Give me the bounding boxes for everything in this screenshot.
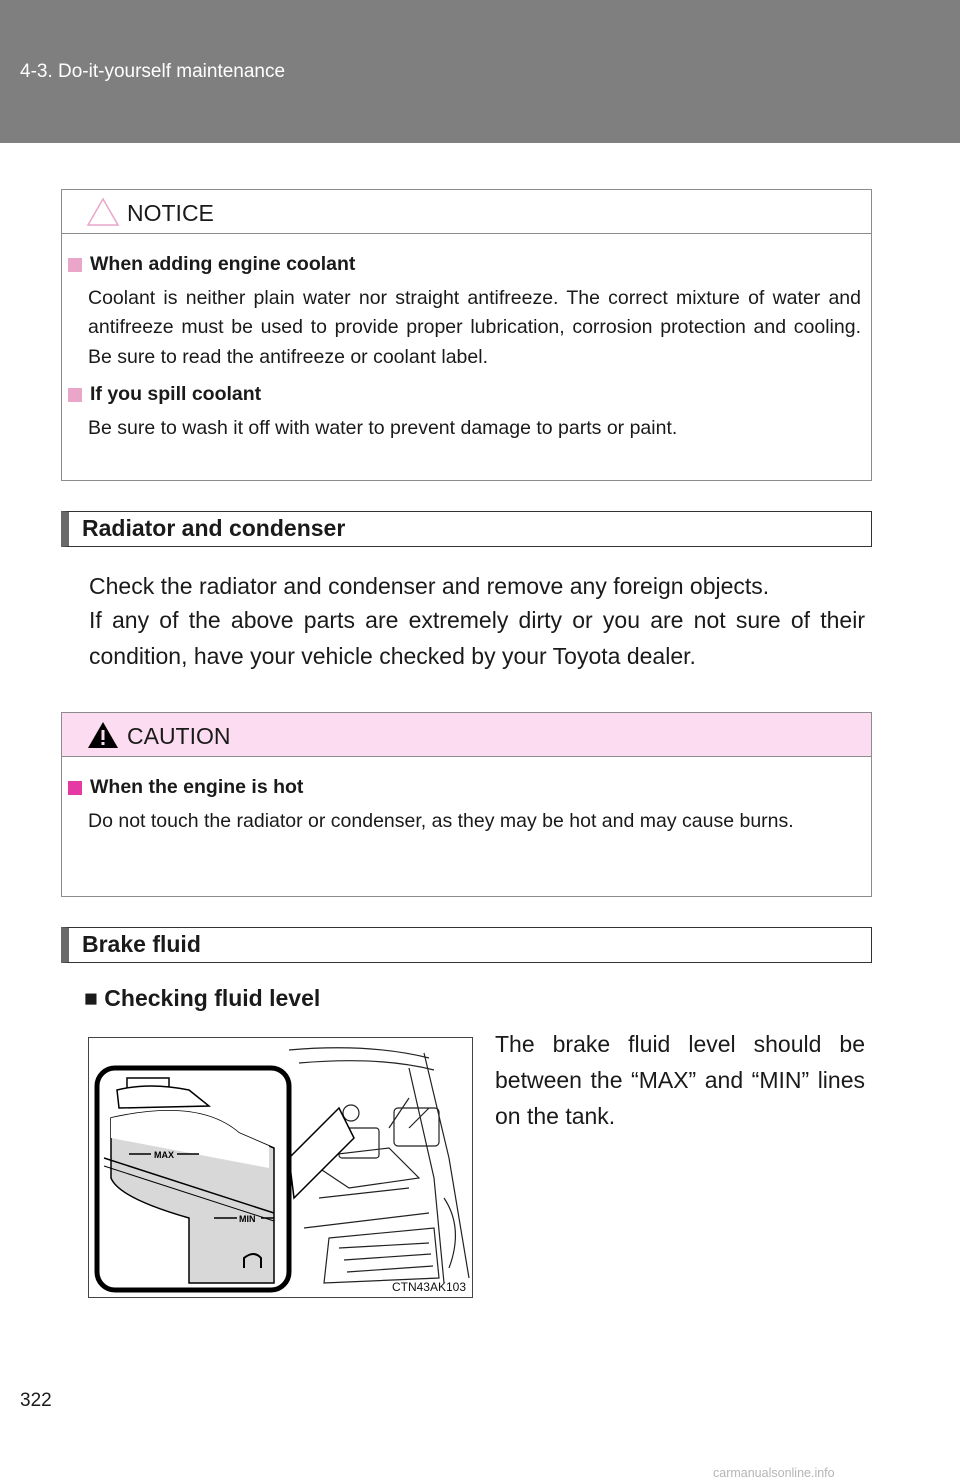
notice-paragraph: Be sure to wash it off with water to prevent damage to parts or paint.	[88, 416, 678, 439]
warning-icon	[86, 720, 120, 750]
brake-subheading: ■ Checking fluid level	[84, 985, 321, 1011]
section-heading-radiator: Radiator and condenser	[61, 511, 872, 547]
warning-outline-icon	[86, 197, 120, 227]
bullet-square-icon	[68, 258, 82, 272]
bullet-square-icon	[68, 388, 82, 402]
notice-box	[61, 189, 872, 481]
watermark: carmanualsonline.info	[713, 1466, 835, 1480]
caution-header	[62, 713, 871, 757]
bullet-square-icon	[68, 781, 82, 795]
section-heading-brake: Brake fluid	[61, 927, 872, 963]
notice-subheading: When adding engine coolant	[88, 250, 861, 280]
radiator-paragraph: If any of the above parts are extremely dirty or you are not sure of their condition, have your vehicle checked by your Toyota dealer.	[89, 607, 865, 669]
caution-subheading: When the engine is hot	[88, 773, 861, 803]
brake-reservoir-illustration	[88, 1037, 473, 1298]
notice-title: NOTICE	[127, 200, 214, 226]
max-mark-label: MAX	[154, 1150, 174, 1160]
breadcrumb: 4-3. Do-it-yourself maintenance	[20, 61, 286, 82]
page-number: 322	[20, 1390, 52, 1411]
engine-bay-drawing	[89, 1038, 473, 1298]
min-mark-label: MIN	[239, 1214, 256, 1224]
figure-code: CTN43AK103	[391, 1280, 466, 1294]
notice-header	[62, 190, 871, 234]
header-band	[0, 0, 960, 143]
radiator-paragraph: Check the radiator and condenser and remove any foreign objects.	[89, 573, 770, 599]
caution-paragraph: Do not touch the radiator or condenser, as they may be hot and may cause burns.	[88, 809, 794, 832]
brake-paragraph: The brake fluid level should be between the “MAX” and “MIN” lines on the tank.	[495, 1031, 865, 1129]
caution-title: CAUTION	[127, 723, 231, 749]
caution-box	[61, 712, 872, 897]
notice-paragraph: Coolant is neither plain water nor straight antifreeze. The correct mixture of water and antifreeze must be used to provide proper lubrication, corrosion protection and cooling. Be sure to read the antifreeze or coolant label.	[88, 286, 861, 368]
notice-subheading: If you spill coolant	[88, 380, 861, 410]
